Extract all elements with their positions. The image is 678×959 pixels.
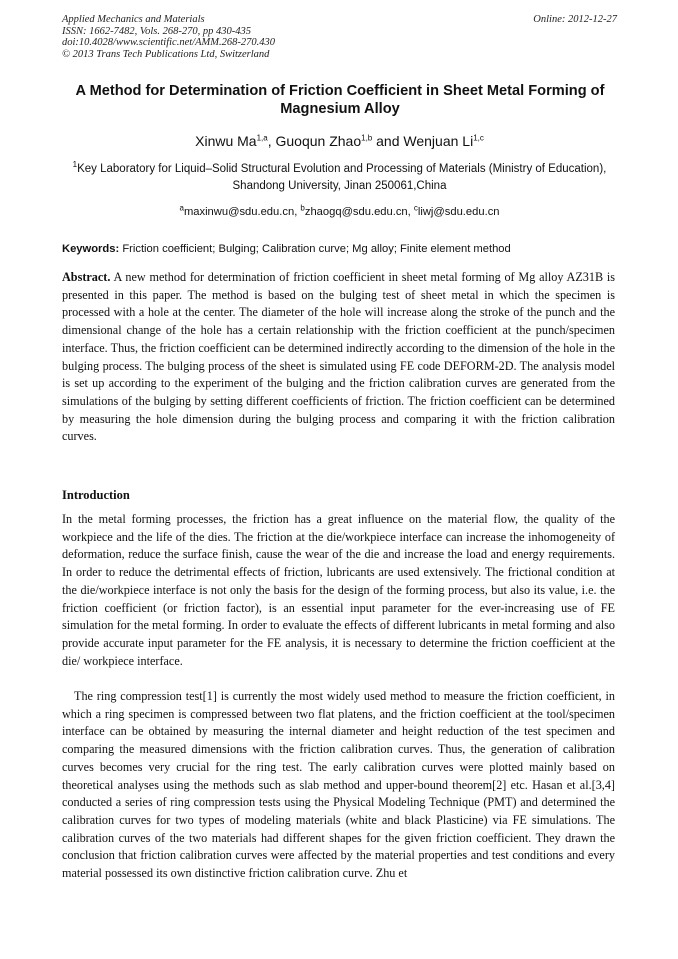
introduction-paragraph: The ring compression test[1] is currently the most widely used method to measure the friction coefficient, in which a ring specimen is compressed between two flat platens, and the friction coefficient at the tool/specimen interface can be obtained by measuring the internal diameter and height reduction of the test specimen and comparing the measured dimensions with the friction calibration curves. Thus, the generation of calibration curves becomes very crucial for the ring test. The early calibration curves were plotted mainly based on theoretical analyses using the methods such as slab method and upper-bound theorem[2] etc. Hasan et al.[3,4] conducted a series of ring compression tests using the Physical Modeling Technique (PMT) and determined the calibration curves for two types of modeling materials (white and black Plasticine) via FE simulations. The calibration curves of the two materials had different shapes for the given friction coefficient. They drawn the conclusion that friction calibration curves were affected by the material properties and test conditions and every material possessed its own distinctive friction calibration curve. Zhu et [62,689,615,881]
email-separator: , [407,206,414,218]
author-affiliation-mark: 1,b [361,133,373,143]
author-emails [62,205,617,219]
abstract-text: A new method for determination of friction coefficient in sheet metal forming of Mg alloy AZ31B is presented in this paper. The method is based on the bulging test of sheet metal in which the specimen is processed with a hole at the center. The diameter of the hole will increase along the stroke of the punch and the dimensional change of the hole has a certain relationship with the friction coefficient at the punch/specimen interface. Thus, the friction coefficient can be determined indirectly according to the dimension of the hole in the bulging process. The bulging process of the sheet is simulated using FE code DEFORM-2D. The analysis model is set up according to the experiment of the bulging and the friction calibration curves are generated from the simulations of the bulging by setting different coefficients of friction. The friction coefficient can be determined by measuring the hole dimension during the bulging process and comparing it with the friction calibration curves. [62,270,616,444]
journal-header [62,14,617,60]
introduction-paragraph: In the metal forming processes, the friction has a great influence on the material flow, the quality of the workpiece and the life of the dies. The friction at the die/workpiece interface can increase the inhomogeneity of deformation, reduce the surface finish, cause the wear of the die and increase the load and energy requirements. In order to reduce the detrimental effects of friction, lubricants are used extensively. The frictional condition at the die/workpiece interface is not only the basis for the design of the forming process, but also its value, i.e. the friction coefficient (or friction factor), is an essential input parameter for the ever-increasing use of FE simulation for the metal forming. In order to evaluate the effects of different lubricants in metal forming and also provide accurate input parameter for the FE analysis, it is necessary to determine the friction coefficient at the die/ workpiece interface. [62,512,615,668]
author-name: Xinwu Ma [195,133,257,149]
email-address: zhaogq@sdu.edu.cn [304,206,408,218]
email-address: liwj@sdu.edu.cn [417,206,500,218]
email-mark: a [179,203,184,213]
author-list [62,132,617,150]
email-mark: c [413,203,418,213]
author-affiliation-mark: 1,a [256,133,268,143]
keywords [62,242,617,256]
affiliation-mark: 1 [72,160,78,170]
keywords-label: Keywords: [62,243,120,255]
online-date: Online: 2012-12-27 [533,14,617,25]
email-separator: , [294,206,301,218]
author-name: Wenjuan Li [403,133,474,149]
copyright-line: © 2013 Trans Tech Publications Ltd, Switzerland [62,48,270,60]
author-affiliation-mark: 1,c [473,133,484,143]
paper-title: A Method for Determination of Friction Coefficient in Sheet Metal Forming of Magnesium Alloy [75,83,605,117]
issn-line: ISSN: 1662-7482, Vols. 268-270, pp 430-435 [62,25,251,37]
section-heading-introduction: Introduction [62,488,130,502]
author-separator: and [372,133,404,149]
email-address: maxinwu@sdu.edu.cn [183,206,295,218]
author-separator: , [267,133,276,149]
affiliation-text: Key Laboratory for Liquid–Solid Structural Evolution and Processing of Materials (Ministry of Education), Shandong University, Jinan 250061,China [77,163,607,192]
doi-line: doi:10.4028/www.scientific.net/AMM.268-270.430 [62,37,275,49]
affiliation [72,161,607,195]
email-mark: b [300,203,305,213]
journal-name: Applied Mechanics and Materials [62,14,205,25]
abstract [62,269,615,446]
keywords-text: Friction coefficient; Bulging; Calibration curve; Mg alloy; Finite element method [122,243,511,255]
abstract-label: Abstract. [62,270,111,284]
author-name: Guoqun Zhao [275,133,362,149]
